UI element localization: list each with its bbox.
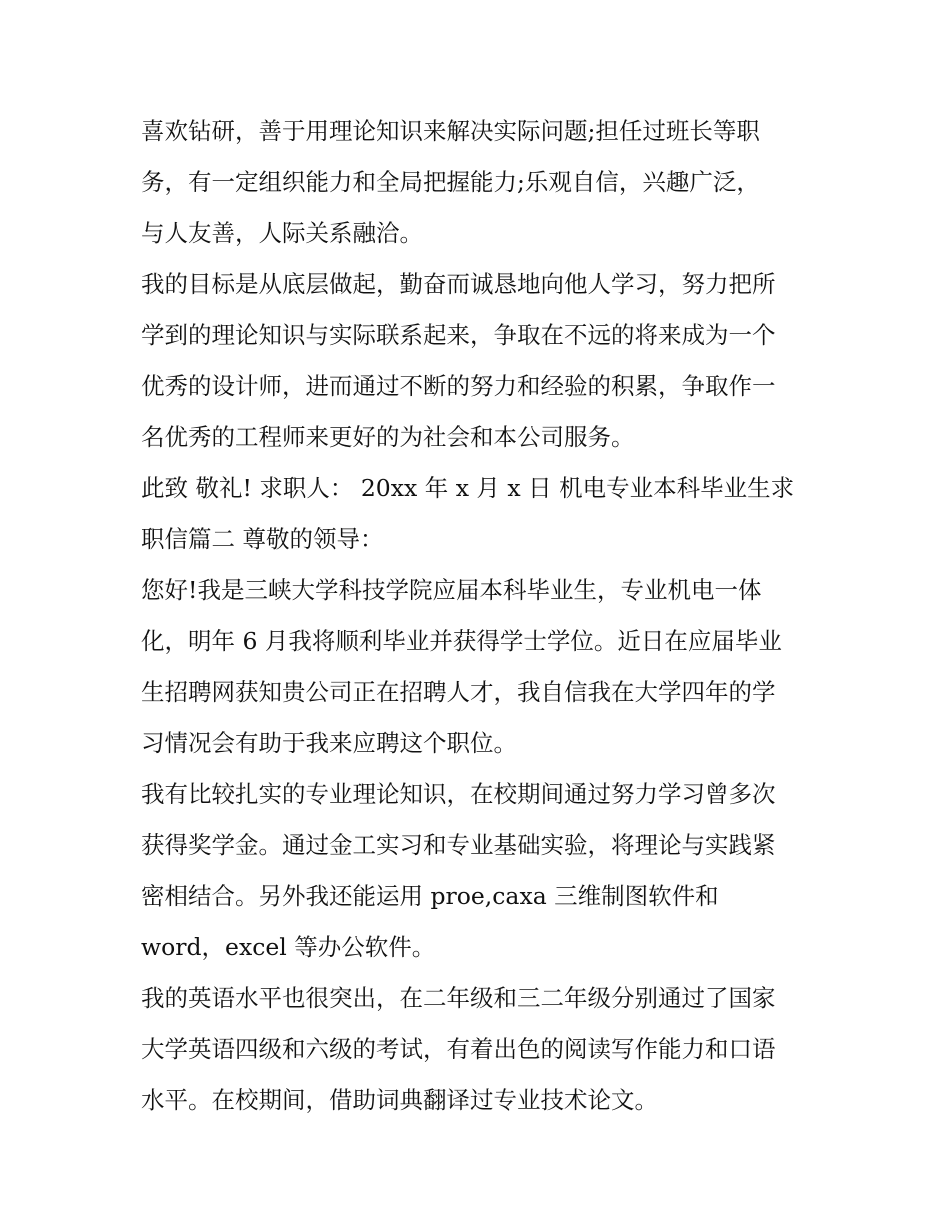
text-line: 生招聘网获知贵公司正在招聘人才，我自信我在大学四年的学 xyxy=(141,678,776,706)
text-line: 喜欢钻研，善于用理论知识来解决实际问题;担任过班长等职 xyxy=(141,117,760,145)
text-line: 与人友善，人际关系融洽。 xyxy=(141,219,423,247)
text-line: 我的英语水平也很突出，在二年级和三二年级分别通过了国家 xyxy=(141,984,776,1012)
text-line: 您好!我是三峡大学科技学院应届本科毕业生，专业机电一体 xyxy=(141,576,762,604)
text-line: word，excel 等办公软件。 xyxy=(141,933,436,961)
text-line: 习情况会有助于我来应聘这个职位。 xyxy=(141,729,517,757)
text-line: 获得奖学金。通过金工实习和专业基础实验，将理论与实践紧 xyxy=(141,831,776,859)
text-line: 密相结合。另外我还能运用 proe,caxa 三维制图软件和 xyxy=(141,882,719,910)
text-line: 水平。在校期间，借助词典翻译过专业技术论文。 xyxy=(141,1086,658,1114)
text-line: 大学英语四级和六级的考试，有着出色的阅读写作能力和口语 xyxy=(141,1035,776,1063)
text-line: 务，有一定组织能力和全局把握能力;乐观自信，兴趣广泛， xyxy=(141,168,760,196)
document-body xyxy=(141,106,821,1126)
text-line: 化，明年 6 月我将顺利毕业并获得学士学位。近日在应届毕业 xyxy=(141,627,782,655)
text-line: 我有比较扎实的专业理论知识，在校期间通过努力学习曾多次 xyxy=(141,780,776,808)
text-line: 此致 敬礼! 求职人： 20xx 年 x 月 x 日 机电专业本科毕业生求 xyxy=(141,474,795,502)
text-line: 名优秀的工程师来更好的为社会和本公司服务。 xyxy=(141,423,635,451)
text-line: 学到的理论知识与实际联系起来，争取在不远的将来成为一个 xyxy=(141,321,776,349)
text-line: 我的目标是从底层做起，勤奋而诚恳地向他人学习，努力把所 xyxy=(141,270,776,298)
text-line: 职信篇二 尊敬的领导： xyxy=(141,525,384,553)
text-line: 优秀的设计师，进而通过不断的努力和经验的积累，争取作一 xyxy=(141,372,776,400)
